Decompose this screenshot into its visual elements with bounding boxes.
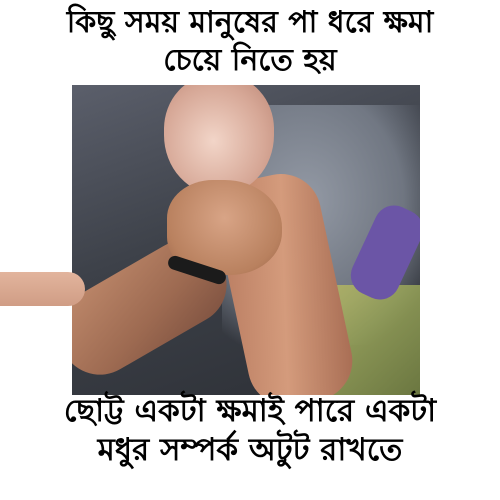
top-caption-line-2: চেয়ে নিতে হয় — [163, 42, 337, 78]
bottom-caption — [0, 392, 500, 470]
top-caption-line-1: কিছু সময় মানুষের পা ধরে ক্ষমা — [66, 5, 434, 40]
meme-photo — [72, 85, 420, 395]
finger-cutout — [0, 272, 85, 306]
bottom-caption-line-1: ছোট্ট একটা ক্ষমাই পারে একটা — [63, 393, 437, 429]
top-caption — [0, 4, 500, 79]
bottom-caption-line-2: মধুর সম্পর্ক অটুট রাখতে — [97, 431, 403, 468]
